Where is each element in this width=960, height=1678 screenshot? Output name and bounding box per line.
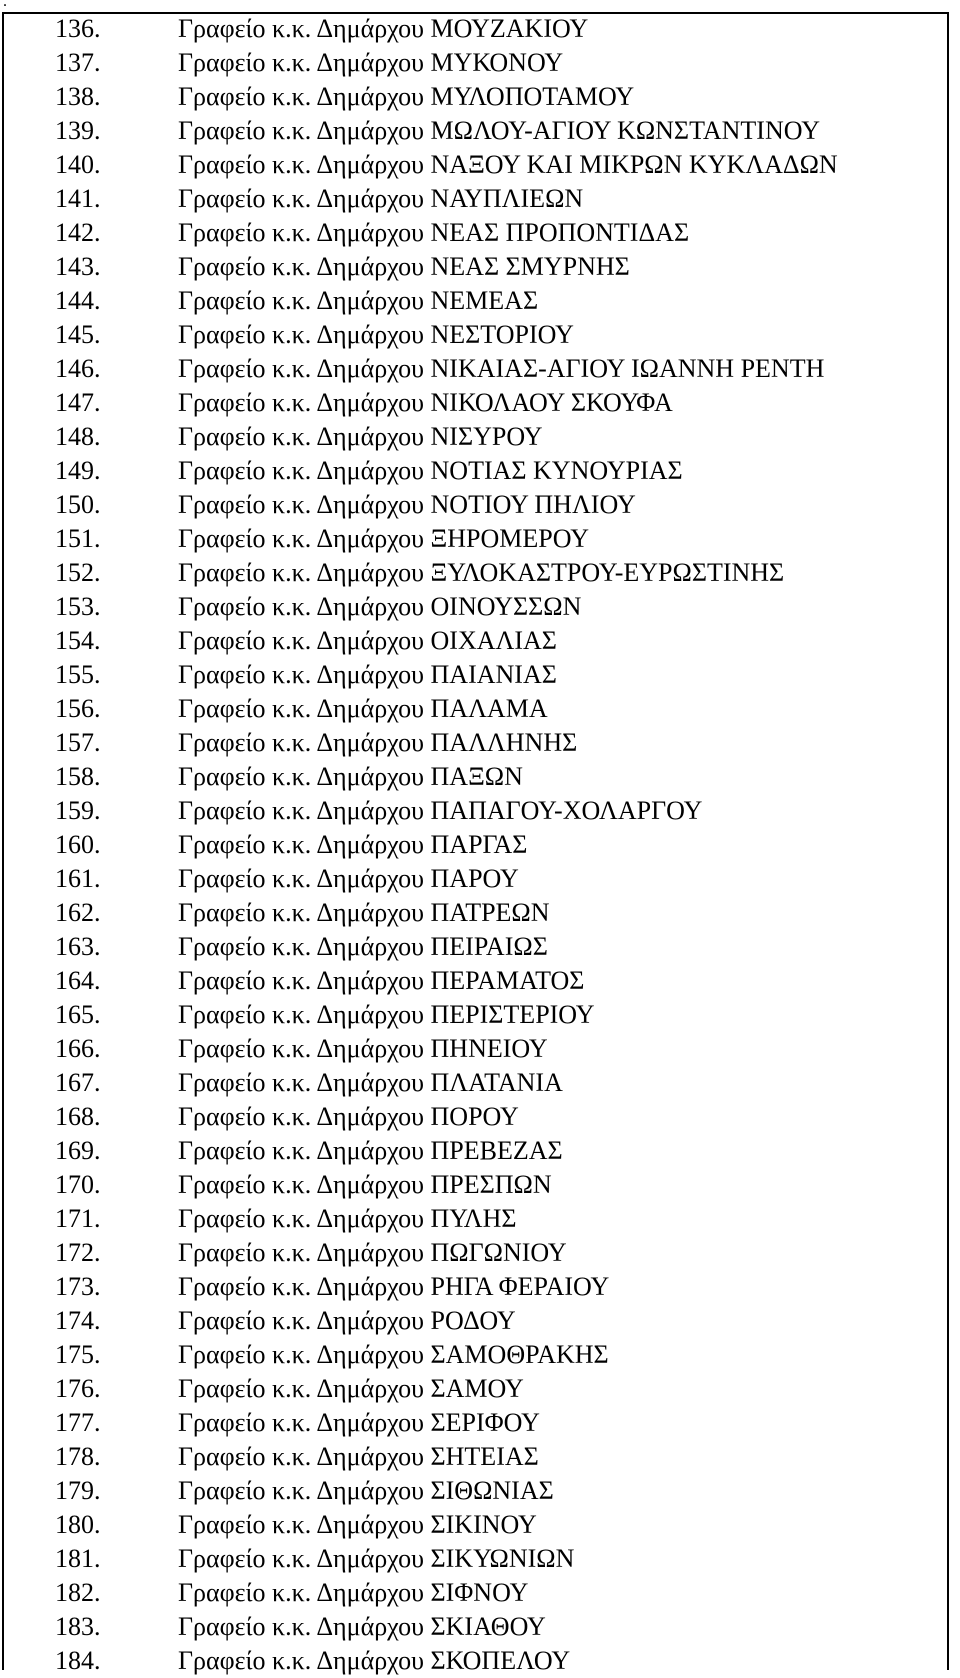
office-prefix: Γραφείο κ.κ. Δημάρχου [178, 1374, 425, 1403]
item-number: 167. [55, 1068, 101, 1097]
item-number: 172. [55, 1238, 101, 1267]
office-text [178, 658, 557, 692]
office-prefix: Γραφείο κ.κ. Δημάρχου [178, 592, 425, 621]
municipality-name: ΠΕΙΡΑΙΩΣ [430, 932, 548, 961]
office-prefix: Γραφείο κ.κ. Δημάρχου [178, 1170, 425, 1199]
municipality-name: ΠΑΡΓΑΣ [430, 830, 528, 859]
office-text [178, 1168, 552, 1202]
office-text [178, 794, 702, 828]
office-prefix: Γραφείο κ.κ. Δημάρχου [178, 1068, 425, 1097]
office-prefix: Γραφείο κ.κ. Δημάρχου [178, 184, 425, 213]
office-text [178, 488, 636, 522]
office-text [178, 998, 595, 1032]
office-prefix: Γραφείο κ.κ. Δημάρχου [178, 694, 425, 723]
office-text [178, 1066, 563, 1100]
office-text [178, 726, 577, 760]
municipality-name: ΟΙΧΑΛΙΑΣ [430, 626, 557, 655]
municipality-name: ΠΗΝΕΙΟΥ [430, 1034, 548, 1063]
office-text [178, 420, 543, 454]
municipality-name: ΞΗΡΟΜΕΡΟΥ [430, 524, 589, 553]
item-number: 157. [55, 728, 101, 757]
item-number: 168. [55, 1102, 101, 1131]
office-prefix: Γραφείο κ.κ. Δημάρχου [178, 82, 425, 111]
municipality-name: ΠΛΑΤΑΝΙΑ [430, 1068, 563, 1097]
municipality-name: ΠΥΛΗΣ [430, 1204, 517, 1233]
list-item [0, 862, 960, 896]
list-item [0, 1338, 960, 1372]
office-prefix: Γραφείο κ.κ. Δημάρχου [178, 762, 425, 791]
item-number: 141. [55, 184, 101, 213]
list-item [0, 148, 960, 182]
list-item [0, 1576, 960, 1610]
office-prefix: Γραφείο κ.κ. Δημάρχου [178, 728, 425, 757]
item-number: 137. [55, 48, 101, 77]
municipality-name: ΠΑΤΡΕΩΝ [430, 898, 550, 927]
item-number: 150. [55, 490, 101, 519]
list-item [0, 318, 960, 352]
municipality-name: ΝΑΞΟΥ ΚΑΙ ΜΙΚΡΩΝ ΚΥΚΛΑΔΩΝ [430, 150, 838, 179]
office-prefix: Γραφείο κ.κ. Δημάρχου [178, 524, 425, 553]
office-prefix: Γραφείο κ.κ. Δημάρχου [178, 456, 425, 485]
office-prefix: Γραφείο κ.κ. Δημάρχου [178, 1204, 425, 1233]
list-item [0, 1372, 960, 1406]
office-prefix: Γραφείο κ.κ. Δημάρχου [178, 830, 425, 859]
item-number: 175. [55, 1340, 101, 1369]
municipality-name: ΜΥΚΟΝΟΥ [430, 48, 564, 77]
office-text [178, 250, 630, 284]
office-prefix: Γραφείο κ.κ. Δημάρχου [178, 14, 425, 43]
office-text [178, 12, 588, 46]
item-number: 178. [55, 1442, 101, 1471]
item-number: 176. [55, 1374, 101, 1403]
office-prefix: Γραφείο κ.κ. Δημάρχου [178, 796, 425, 825]
list-item [0, 182, 960, 216]
municipality-name: ΝΙΚΑΙΑΣ-ΑΓΙΟΥ ΙΩΑΝΝΗ ΡΕΝΤΗ [430, 354, 825, 383]
office-prefix: Γραφείο κ.κ. Δημάρχου [178, 1238, 425, 1267]
list-item [0, 46, 960, 80]
office-text [178, 1542, 574, 1576]
office-prefix: Γραφείο κ.κ. Δημάρχου [178, 1544, 425, 1573]
list-item [0, 692, 960, 726]
municipality-name: ΠΑΠΑΓΟΥ-ΧΟΛΑΡΓΟΥ [430, 796, 703, 825]
office-prefix: Γραφείο κ.κ. Δημάρχου [178, 932, 425, 961]
office-text [178, 522, 589, 556]
municipality-name: ΣΙΦΝΟΥ [430, 1578, 529, 1607]
office-prefix: Γραφείο κ.κ. Δημάρχου [178, 626, 425, 655]
office-prefix: Γραφείο κ.κ. Δημάρχου [178, 252, 425, 281]
municipality-name: ΠΩΓΩΝΙΟΥ [430, 1238, 567, 1267]
item-number: 161. [55, 864, 101, 893]
list-item [0, 216, 960, 250]
item-number: 162. [55, 898, 101, 927]
municipality-name: ΣΙΚΙΝΟΥ [430, 1510, 537, 1539]
office-text [178, 1270, 609, 1304]
office-text [178, 1134, 563, 1168]
list-item [0, 250, 960, 284]
office-text [178, 386, 673, 420]
office-text [178, 692, 548, 726]
item-number: 171. [55, 1204, 101, 1233]
list-item [0, 726, 960, 760]
municipality-name: ΝΕΑΣ ΠΡΟΠΟΝΤΙΔΑΣ [430, 218, 690, 247]
office-text [178, 760, 523, 794]
item-number: 182. [55, 1578, 101, 1607]
list-item [0, 420, 960, 454]
office-text [178, 1236, 567, 1270]
list-item [0, 590, 960, 624]
office-text [178, 1032, 548, 1066]
municipality-name: ΝΕΣΤΟΡΙΟΥ [430, 320, 574, 349]
municipality-name: ΠΕΡΙΣΤΕΡΙΟΥ [430, 1000, 595, 1029]
office-text [178, 590, 581, 624]
item-number: 183. [55, 1612, 101, 1641]
office-text [178, 1202, 517, 1236]
municipality-name: ΣΑΜΟΘΡΑΚΗΣ [430, 1340, 609, 1369]
office-prefix: Γραφείο κ.κ. Δημάρχου [178, 1578, 425, 1607]
item-number: 136. [55, 14, 101, 43]
municipality-name: ΣΑΜΟΥ [430, 1374, 524, 1403]
item-number: 140. [55, 150, 101, 179]
municipality-name: ΝΕΑΣ ΣΜΥΡΝΗΣ [430, 252, 630, 281]
item-number: 158. [55, 762, 101, 791]
municipality-name: ΜΥΛΟΠΟΤΑΜΟΥ [430, 82, 635, 111]
office-text [178, 148, 838, 182]
list-item [0, 454, 960, 488]
office-text [178, 454, 683, 488]
office-text [178, 1576, 528, 1610]
office-prefix: Γραφείο κ.κ. Δημάρχου [178, 1102, 425, 1131]
item-number: 146. [55, 354, 101, 383]
municipality-name: ΠΕΡΑΜΑΤΟΣ [430, 966, 585, 995]
office-text [178, 930, 548, 964]
municipality-name: ΝΙΣΥΡΟΥ [430, 422, 543, 451]
list-item [0, 114, 960, 148]
office-text [178, 182, 583, 216]
office-prefix: Γραφείο κ.κ. Δημάρχου [178, 116, 425, 145]
list-item [0, 386, 960, 420]
list-item [0, 658, 960, 692]
item-number: 160. [55, 830, 101, 859]
municipality-name: ΝΟΤΙΑΣ ΚΥΝΟΥΡΙΑΣ [430, 456, 683, 485]
municipality-name: ΝΙΚΟΛΑΟΥ ΣΚΟΥΦΑ [430, 388, 673, 417]
item-number: 138. [55, 82, 101, 111]
list-item [0, 1474, 960, 1508]
item-number: 181. [55, 1544, 101, 1573]
office-list [0, 12, 960, 1678]
list-item [0, 1032, 960, 1066]
office-prefix: Γραφείο κ.κ. Δημάρχου [178, 660, 425, 689]
office-text [178, 1474, 554, 1508]
list-item [0, 1100, 960, 1134]
office-text [178, 216, 689, 250]
item-number: 163. [55, 932, 101, 961]
office-prefix: Γραφείο κ.κ. Δημάρχου [178, 864, 425, 893]
office-text [178, 1644, 570, 1678]
municipality-name: ΣΚΟΠΕΛΟΥ [430, 1646, 571, 1675]
item-number: 153. [55, 592, 101, 621]
municipality-name: ΠΡΕΣΠΩΝ [430, 1170, 552, 1199]
office-text [178, 964, 584, 998]
municipality-name: ΣΚΙΑΘΟΥ [430, 1612, 546, 1641]
municipality-name: ΣΗΤΕΙΑΣ [430, 1442, 539, 1471]
office-prefix: Γραφείο κ.κ. Δημάρχου [178, 1272, 425, 1301]
list-item [0, 1202, 960, 1236]
municipality-name: ΠΑΞΩΝ [430, 762, 523, 791]
list-item [0, 12, 960, 46]
item-number: 164. [55, 966, 101, 995]
office-text [178, 1440, 539, 1474]
list-item [0, 522, 960, 556]
municipality-name: ΝΑΥΠΛΙΕΩΝ [430, 184, 584, 213]
office-prefix: Γραφείο κ.κ. Δημάρχου [178, 48, 425, 77]
office-text [178, 284, 538, 318]
municipality-name: ΠΑΡΟΥ [430, 864, 519, 893]
office-prefix: Γραφείο κ.κ. Δημάρχου [178, 1136, 425, 1165]
item-number: 173. [55, 1272, 101, 1301]
item-number: 174. [55, 1306, 101, 1335]
office-text [178, 1508, 537, 1542]
office-text [178, 46, 563, 80]
corner-mark: . [3, 0, 7, 10]
office-prefix: Γραφείο κ.κ. Δημάρχου [178, 490, 425, 519]
office-prefix: Γραφείο κ.κ. Δημάρχου [178, 1442, 425, 1471]
list-item [0, 1406, 960, 1440]
office-text [178, 114, 820, 148]
office-text [178, 862, 519, 896]
item-number: 154. [55, 626, 101, 655]
office-prefix: Γραφείο κ.κ. Δημάρχου [178, 422, 425, 451]
municipality-name: ΜΩΛΟΥ-ΑΓΙΟΥ ΚΩΝΣΤΑΝΤΙΝΟΥ [430, 116, 820, 145]
office-prefix: Γραφείο κ.κ. Δημάρχου [178, 150, 425, 179]
list-item [0, 556, 960, 590]
office-prefix: Γραφείο κ.κ. Δημάρχου [178, 1646, 425, 1675]
list-item [0, 1134, 960, 1168]
list-item [0, 1644, 960, 1678]
office-text [178, 556, 784, 590]
office-text [178, 1338, 609, 1372]
item-number: 166. [55, 1034, 101, 1063]
item-number: 145. [55, 320, 101, 349]
list-item [0, 794, 960, 828]
office-text [178, 1304, 516, 1338]
office-prefix: Γραφείο κ.κ. Δημάρχου [178, 966, 425, 995]
office-text [178, 896, 550, 930]
list-item [0, 930, 960, 964]
list-item [0, 998, 960, 1032]
list-item [0, 964, 960, 998]
office-prefix: Γραφείο κ.κ. Δημάρχου [178, 1408, 425, 1437]
office-prefix: Γραφείο κ.κ. Δημάρχου [178, 388, 425, 417]
municipality-name: ΠΑΛΑΜΑ [430, 694, 548, 723]
list-item [0, 896, 960, 930]
office-prefix: Γραφείο κ.κ. Δημάρχου [178, 354, 425, 383]
list-item [0, 760, 960, 794]
office-prefix: Γραφείο κ.κ. Δημάρχου [178, 320, 425, 349]
office-text [178, 352, 824, 386]
office-text [178, 624, 557, 658]
item-number: 151. [55, 524, 101, 553]
municipality-name: ΝΕΜΕΑΣ [430, 286, 539, 315]
municipality-name: ΝΟΤΙΟΥ ΠΗΛΙΟΥ [430, 490, 636, 519]
office-text [178, 1100, 519, 1134]
municipality-name: ΜΟΥΖΑΚΙΟΥ [430, 14, 589, 43]
municipality-name: ΞΥΛΟΚΑΣΤΡΟΥ-ΕΥΡΩΣΤΙΝΗΣ [430, 558, 785, 587]
municipality-name: ΣΙΚΥΩΝΙΩΝ [430, 1544, 575, 1573]
item-number: 139. [55, 116, 101, 145]
item-number: 170. [55, 1170, 101, 1199]
list-item [0, 488, 960, 522]
list-item [0, 284, 960, 318]
item-number: 169. [55, 1136, 101, 1165]
office-text [178, 1406, 540, 1440]
list-item [0, 352, 960, 386]
item-number: 180. [55, 1510, 101, 1539]
office-text [178, 828, 527, 862]
item-number: 177. [55, 1408, 101, 1437]
office-text [178, 1610, 546, 1644]
item-number: 149. [55, 456, 101, 485]
office-prefix: Γραφείο κ.κ. Δημάρχου [178, 1612, 425, 1641]
list-item [0, 1542, 960, 1576]
item-number: 152. [55, 558, 101, 587]
municipality-name: ΣΕΡΙΦΟΥ [430, 1408, 540, 1437]
item-number: 147. [55, 388, 101, 417]
office-prefix: Γραφείο κ.κ. Δημάρχου [178, 286, 425, 315]
item-number: 155. [55, 660, 101, 689]
item-number: 179. [55, 1476, 101, 1505]
item-number: 159. [55, 796, 101, 825]
list-item [0, 1168, 960, 1202]
item-number: 144. [55, 286, 101, 315]
office-prefix: Γραφείο κ.κ. Δημάρχου [178, 1034, 425, 1063]
list-item [0, 1270, 960, 1304]
office-prefix: Γραφείο κ.κ. Δημάρχου [178, 218, 425, 247]
list-item [0, 624, 960, 658]
item-number: 156. [55, 694, 101, 723]
municipality-name: ΣΙΘΩΝΙΑΣ [430, 1476, 554, 1505]
office-prefix: Γραφείο κ.κ. Δημάρχου [178, 558, 425, 587]
item-number: 184. [55, 1646, 101, 1675]
list-item [0, 1440, 960, 1474]
item-number: 143. [55, 252, 101, 281]
list-item [0, 828, 960, 862]
list-item [0, 1304, 960, 1338]
municipality-name: ΡΗΓΑ ΦΕΡΑΙΟΥ [430, 1272, 610, 1301]
list-item [0, 1610, 960, 1644]
office-prefix: Γραφείο κ.κ. Δημάρχου [178, 1340, 425, 1369]
office-prefix: Γραφείο κ.κ. Δημάρχου [178, 898, 425, 927]
list-item [0, 1508, 960, 1542]
municipality-name: ΟΙΝΟΥΣΣΩΝ [430, 592, 582, 621]
item-number: 165. [55, 1000, 101, 1029]
office-text [178, 318, 574, 352]
municipality-name: ΡΟΔΟΥ [430, 1306, 516, 1335]
office-text [178, 80, 634, 114]
municipality-name: ΠΟΡΟΥ [430, 1102, 519, 1131]
item-number: 148. [55, 422, 101, 451]
item-number: 142. [55, 218, 101, 247]
municipality-name: ΠΑΙΑΝΙΑΣ [430, 660, 557, 689]
office-prefix: Γραφείο κ.κ. Δημάρχου [178, 1000, 425, 1029]
list-item [0, 80, 960, 114]
municipality-name: ΠΑΛΛΗΝΗΣ [430, 728, 578, 757]
office-prefix: Γραφείο κ.κ. Δημάρχου [178, 1306, 425, 1335]
list-item [0, 1236, 960, 1270]
list-item [0, 1066, 960, 1100]
office-prefix: Γραφείο κ.κ. Δημάρχου [178, 1510, 425, 1539]
office-prefix: Γραφείο κ.κ. Δημάρχου [178, 1476, 425, 1505]
municipality-name: ΠΡΕΒΕΖΑΣ [430, 1136, 563, 1165]
office-text [178, 1372, 524, 1406]
